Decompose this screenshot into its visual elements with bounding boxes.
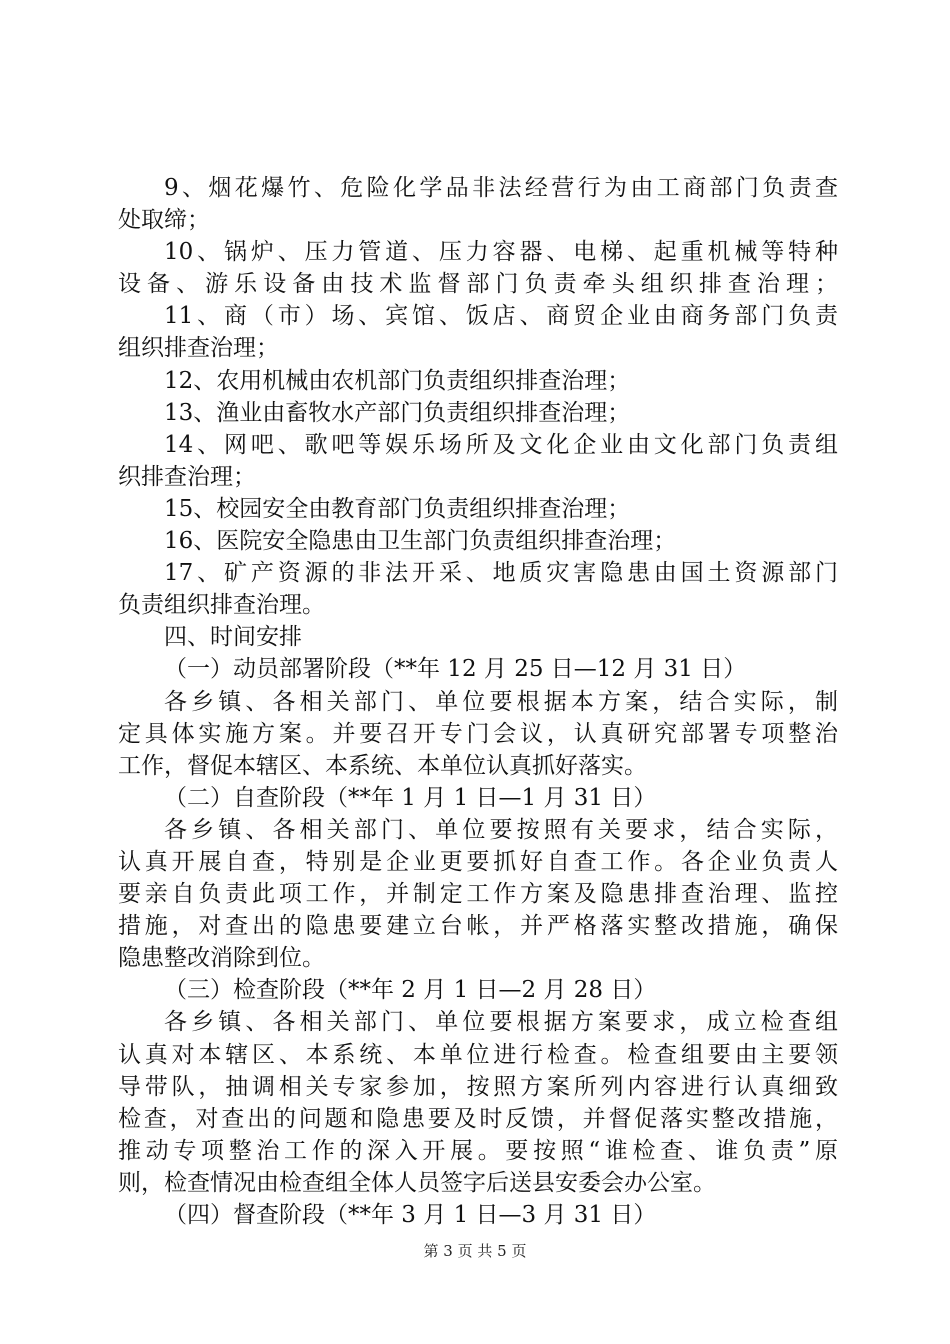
text-line: 负责组织排查治理。 [118, 592, 325, 619]
text-line: 导带队，抽调相关专家参加，按照方案所列内容进行认真细致 [118, 1073, 838, 1100]
text-line: 认真对本辖区、本系统、本单位进行检查。检查组要由主要领 [118, 1041, 838, 1068]
text-line: 各乡镇、各相关部门、单位要根据方案要求，成立检查组 [164, 1009, 838, 1036]
text-line: 13、渔业由畜牧水产部门负责组织排查治理； [164, 399, 631, 426]
text-line: 则，检查情况由检查组全体人员签字后送县安委会办公室。 [118, 1169, 716, 1196]
text-line: 措施，对查出的隐患要建立台帐，并严格落实整改措施，确保 [118, 913, 838, 940]
text-line: 17、矿产资源的非法开采、地质灾害隐患由国土资源部门 [164, 560, 838, 587]
text-line: 推动专项整治工作的深入开展。要按照“谁检查、谁负责”原 [118, 1137, 838, 1164]
text-line: 设备、游乐设备由技术监督部门负责牵头组织排查治理； [118, 271, 838, 298]
text-line: （四）督查阶段（**年 3 月 1 日—3 月 31 日） [164, 1202, 657, 1228]
text-line: 各乡镇、各相关部门、单位要根据本方案，结合实际，制 [164, 688, 838, 715]
text-line: 组织排查治理； [118, 335, 279, 362]
text-line: （三）检查阶段（**年 2 月 1 日—2 月 28 日） [164, 977, 657, 1004]
text-line: 四、时间安排 [164, 624, 302, 651]
document-body [118, 172, 838, 1231]
text-line: 定具体实施方案。并要召开专门会议，认真研究部署专项整治 [118, 720, 838, 747]
text-line: 14、网吧、歌吧等娱乐场所及文化企业由文化部门负责组 [164, 431, 838, 458]
text-line: 9、烟花爆竹、危险化学品非法经营行为由工商部门负责查 [164, 175, 838, 201]
text-line: 工作，督促本辖区、本系统、本单位认真抓好落实。 [118, 752, 647, 779]
text-line: 隐患整改消除到位。 [118, 945, 325, 972]
text-line: 12、农用机械由农机部门负责组织排查治理； [164, 367, 631, 394]
page-footer: 第 3 页 共 5 页 [423, 1242, 527, 1260]
text-line: 10、锅炉、压力管道、压力容器、电梯、起重机械等特种 [164, 239, 838, 266]
text-line: 各乡镇、各相关部门、单位要按照有关要求，结合实际， [164, 816, 838, 843]
text-line: （二）自查阶段（**年 1 月 1 日—1 月 31 日） [164, 784, 657, 811]
text-line: 11、商（市）场、宾馆、饭店、商贸企业由商务部门负责 [164, 303, 838, 330]
text-line: 16、医院安全隐患由卫生部门负责组织排查治理； [164, 528, 677, 555]
text-line: 织排查治理； [118, 463, 256, 490]
text-line: 检查，对查出的问题和隐患要及时反馈，并督促落实整改措施， [118, 1105, 838, 1132]
text-line: 处取缔； [118, 207, 210, 234]
text-line: 认真开展自查，特别是企业更要抓好自查工作。各企业负责人 [118, 848, 838, 875]
text-line: （一）动员部署阶段（**年 12 月 25 日—12 月 31 日） [164, 656, 747, 683]
text-line: 要亲自负责此项工作，并制定工作方案及隐患排查治理、监控 [118, 881, 838, 908]
text-line: 15、校园安全由教育部门负责组织排查治理； [164, 495, 631, 522]
